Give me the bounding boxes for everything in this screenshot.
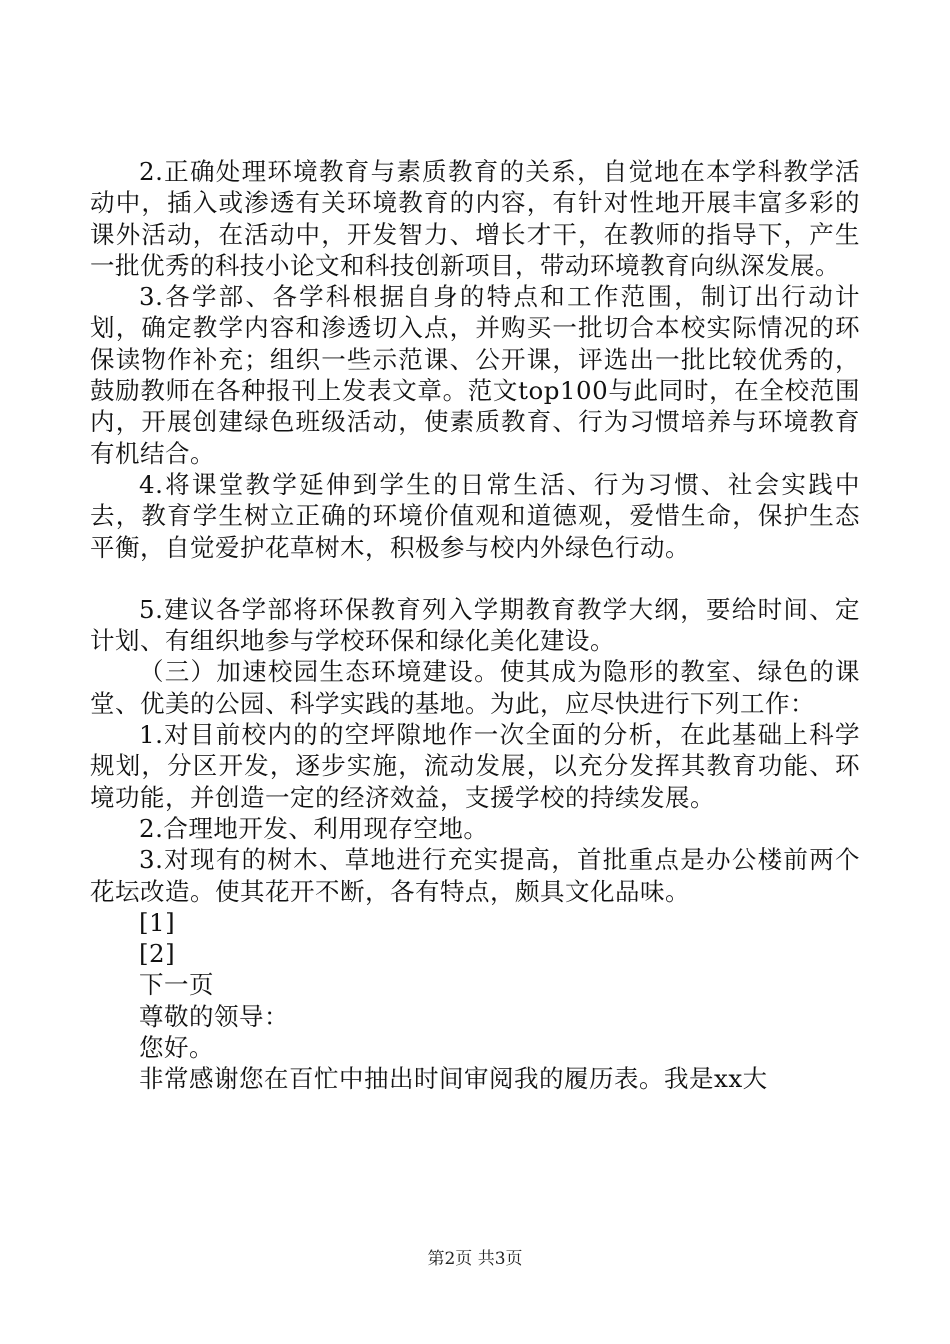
paragraph-section-three: （三）加速校园生态环境建设。使其成为隐形的教室、绿色的课堂、优美的公园、科学实践的基地。为此，应尽快进行下列工作： xyxy=(90,657,860,718)
paragraph-item-5: 5.建议各学部将环保教育列入学期教育教学大纲，要给时间、定计划、有组织地参与学校环保和绿化美化建设。 xyxy=(90,594,860,656)
letter-body-start: 非常感谢您在百忙中抽出时间审阅我的履历表。我是xx大 xyxy=(139,1064,768,1094)
letter-salutation: 尊敬的领导： xyxy=(139,1001,289,1031)
paragraph-item-2: 2.正确处理环境教育与素质教育的关系，自觉地在本学科教学活动中，插入或渗透有关环境教育的内容，有针对性地开展丰富多彩的课外活动，在活动中，开发智力、增长才干，在教师的指导下，产生一批优秀的科技小论文和科技创新项目，带动环境教育向纵深发展。 xyxy=(90,157,860,280)
paragraph-item-4: 4.将课堂教学延伸到学生的日常生活、行为习惯、社会实践中去，教育学生树立正确的环境价值观和道德观，爱惜生命，保护生态平衡，自觉爱护花草树木，积极参与校内外绿色行动。 xyxy=(90,469,860,562)
paragraph-item-3: 3.各学部、各学科根据自身的特点和工作范围，制订出行动计划，确定教学内容和渗透切入点，并购买一批切合本校实际情况的环保读物作补充；组织一些示范课、公开课，评选出一批比较优秀的，鼓励教师在各种报刊上发表文章。范文top100与此同时，在全校范围内，开展创建绿色班级活动，使素质教育、行为习惯培养与环境教育有机结合。 xyxy=(90,282,860,468)
page-link-1[interactable]: [1] xyxy=(139,907,176,937)
next-page-link[interactable]: 下一页 xyxy=(139,970,214,1000)
paragraph-task-3: 3.对现有的树木、草地进行充实提高，首批重点是办公楼前两个花坛改造。使其花开不断，各有特点，颇具文化品味。 xyxy=(90,845,860,906)
paragraph-task-2: 2.合理地开发、利用现存空地。 xyxy=(139,813,489,843)
page-number-footer: 第2页 共3页 xyxy=(427,1249,523,1269)
page-link-2[interactable]: [2] xyxy=(139,939,176,969)
paragraph-task-1: 1.对目前校内的的空坪隙地作一次全面的分析，在此基础上科学规划，分区开发，逐步实施，流动发展，以充分发挥其教育功能、环境功能，并创造一定的经济效益，支援学校的持续发展。 xyxy=(90,720,860,812)
letter-greeting: 您好。 xyxy=(139,1033,214,1063)
document-body xyxy=(90,156,860,1095)
